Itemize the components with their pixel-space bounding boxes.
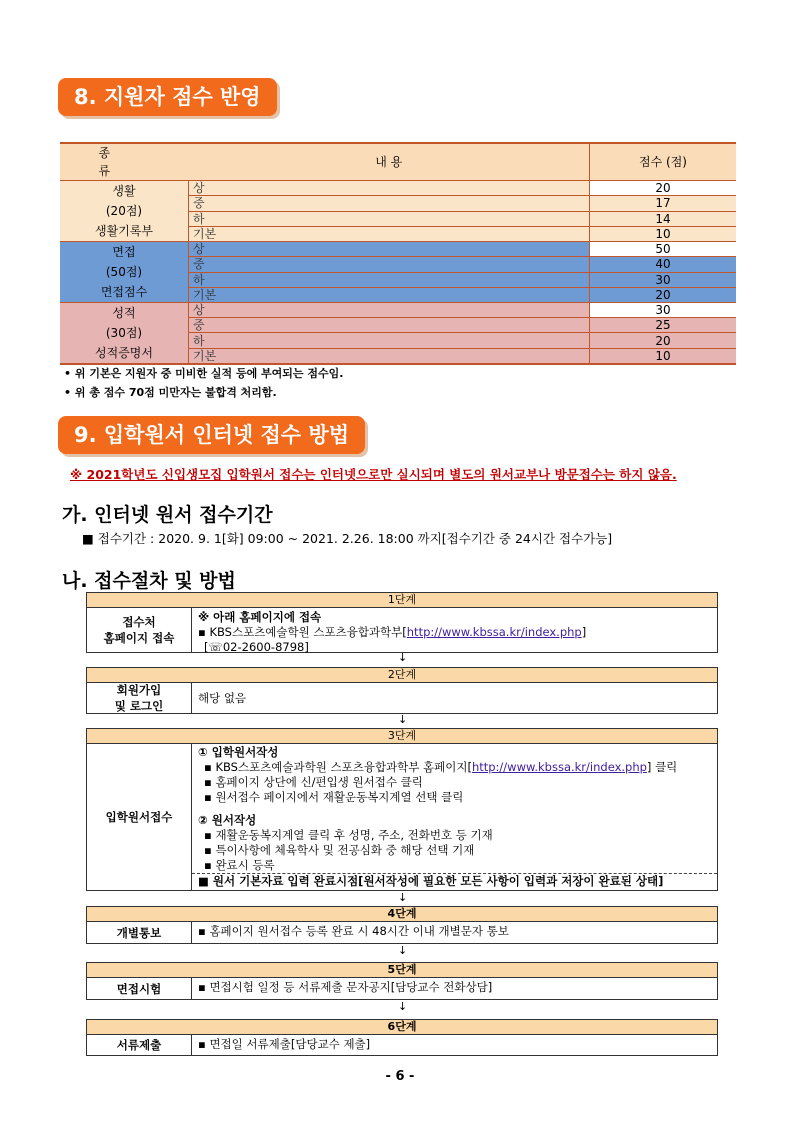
step4-block	[86, 906, 718, 944]
step1-block	[86, 592, 718, 653]
score-cell: 10	[590, 348, 737, 364]
step5-block	[86, 962, 718, 1000]
header-category: 종 류	[60, 143, 189, 181]
table-row	[60, 181, 736, 196]
down-arrow-icon: ↓	[398, 651, 408, 664]
note-line: • 위 기본은 지원자 중 미비한 실적 등에 부여되는 점수임.	[64, 367, 344, 380]
step1-content: ※ 아래 홈페이지에 접속 ▪ KBS스포츠예술학원 스포츠융합과학부[http://www.kbssa.kr/index.php] [☏02-2600-8798]	[198, 610, 587, 654]
step2-block	[86, 667, 718, 714]
level-cell: 하	[189, 211, 590, 226]
level-cell: 기본	[189, 287, 590, 302]
step4-content: ▪ 홈페이지 원서접수 등록 완료 시 48시간 이내 개별문자 통보	[198, 924, 509, 938]
step1-label: 접수처 홈페이지 접속	[87, 608, 192, 652]
step2-bar: 2단계	[86, 667, 718, 682]
down-arrow-icon: ↓	[398, 1000, 408, 1013]
score-cell: 20	[590, 181, 737, 196]
table-row	[60, 242, 736, 257]
level-cell: 하	[189, 272, 590, 287]
score-cell: 10	[590, 226, 737, 241]
kbssa-homepage-link[interactable]: http://www.kbssa.kr/index.php	[406, 625, 582, 639]
table-row	[60, 303, 736, 318]
step3-content: ① 입학원서작성 ▪ KBS스포츠예술과학원 스포츠융합과학부 홈페이지[http://www.kbssa.kr/index.php] 클릭 ▪ 홈페이지 상단에 신/편입생 원서접수 클릭 ▪ 원서접수 페이지에서 재활운동복지계열 선택 클릭 ② 원서작성 ▪ 재활운동복지계열 클릭 후 성명, 주소, 전화번호 등 기재 ▪ 특이사항에 체육학사 및 전공심화 중 해당 선택 기재 ▪ 완료시 등록 ■ 원서 기본자료 입력 완료시점[원서작성에 필요한 모든 사항이 입력과 저장이 완료된 상태]	[192, 744, 717, 890]
down-arrow-icon: ↓	[398, 944, 408, 957]
score-cell: 14	[590, 211, 737, 226]
step4-bar: 4단계	[86, 906, 718, 921]
step4-label: 개별통보	[87, 922, 192, 943]
score-cell: 40	[590, 257, 737, 272]
score-cell: 20	[590, 287, 737, 302]
step1-bar: 1단계	[86, 592, 718, 607]
category-cell-interview: 면접 (50점) 면접점수	[60, 242, 189, 303]
step2-content: 해당 없음	[198, 690, 247, 705]
score-notes	[64, 364, 343, 402]
step6-block	[86, 1019, 718, 1056]
score-table-header	[60, 143, 736, 181]
step6-bar: 6단계	[86, 1019, 718, 1034]
score-table	[60, 142, 736, 365]
step2-label: 회원가입 및 로그인	[87, 683, 192, 713]
section8-title-badge: 8. 지원자 점수 반영	[58, 78, 277, 116]
section9-title-badge: 9. 입학원서 인터넷 접수 방법	[58, 416, 365, 454]
category-cell-life: 생활 (20점) 생활기록부	[60, 181, 189, 242]
step3-bar: 3단계	[86, 728, 718, 743]
level-cell: 상	[189, 181, 590, 196]
step3-label: 입학원서접수	[87, 744, 192, 890]
step6-label: 서류제출	[87, 1035, 192, 1055]
score-cell: 30	[590, 303, 737, 318]
score-cell: 20	[590, 333, 737, 348]
category-cell-grades: 성적 (30점) 성적증명서	[60, 303, 189, 365]
online-only-notice: ※ 2021학년도 신입생모집 입학원서 접수는 인터넷으로만 실시되며 별도의 원서교부나 방문접수는 하지 않음.	[70, 467, 677, 482]
subsection-na-title: 나. 접수절차 및 방법	[62, 570, 236, 592]
kbssa-homepage-link[interactable]: http://www.kbssa.kr/index.php	[471, 760, 647, 774]
step5-bar: 5단계	[86, 962, 718, 977]
step3-block	[86, 728, 718, 891]
level-cell: 중	[189, 196, 590, 211]
header-score: 점수 (점)	[590, 143, 737, 181]
application-period: ■ 접수기간 : 2020. 9. 1[화] 09:00 ~ 2021. 2.26. 18:00 까지[접수기간 중 24시간 접수가능]	[82, 531, 613, 546]
subsection-ga-title: 가. 인터넷 원서 접수기간	[62, 504, 273, 526]
level-cell: 상	[189, 242, 590, 257]
step3-completion-note: ■ 원서 기본자료 입력 완료시점[원서작성에 필요한 모든 사항이 입력과 저장이 완료된 상태]	[192, 873, 717, 889]
note-line: • 위 총 점수 70점 미만자는 불합격 처리함.	[64, 386, 277, 399]
score-cell: 17	[590, 196, 737, 211]
score-cell: 50	[590, 242, 737, 257]
level-cell: 기본	[189, 348, 590, 364]
down-arrow-icon: ↓	[398, 891, 408, 904]
step5-content: ▪ 면접시험 일정 등 서류제출 문자공지[담당교수 전화상담]	[198, 980, 493, 994]
score-cell: 30	[590, 272, 737, 287]
level-cell: 하	[189, 333, 590, 348]
header-content: 내 용	[189, 143, 590, 181]
down-arrow-icon: ↓	[398, 713, 408, 726]
level-cell: 상	[189, 303, 590, 318]
step6-content: ▪ 면접일 서류제출[담당교수 제출]	[198, 1037, 371, 1051]
score-cell: 25	[590, 318, 737, 333]
level-cell: 중	[189, 257, 590, 272]
level-cell: 중	[189, 318, 590, 333]
level-cell: 기본	[189, 226, 590, 241]
step5-label: 면접시험	[87, 978, 192, 999]
page-number: - 6 -	[385, 1069, 415, 1084]
